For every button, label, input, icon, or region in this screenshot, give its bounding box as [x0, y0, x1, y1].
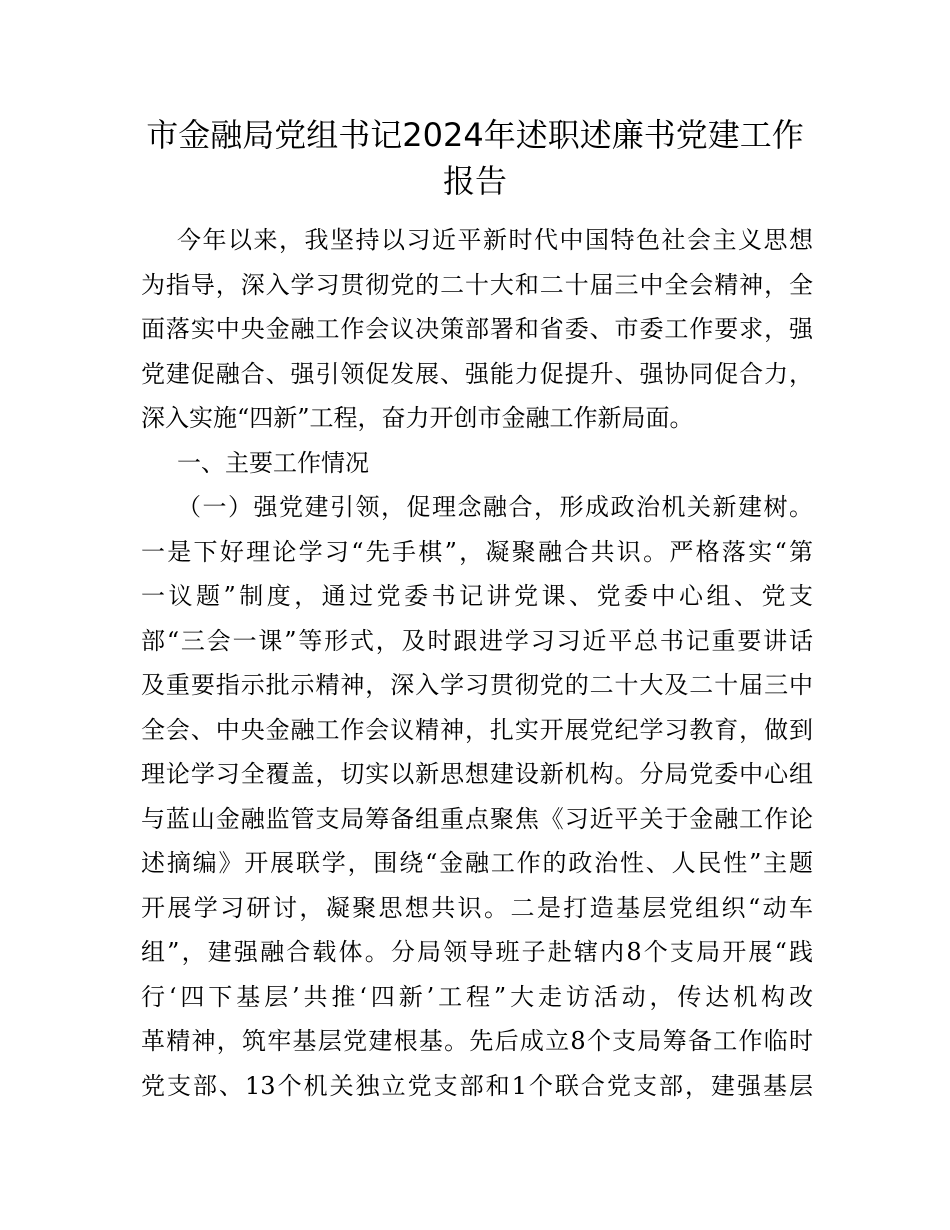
subheading-line: （一）强党建引领，促理念融合，形成政治机关新建树。 — [177, 493, 813, 521]
section-heading-text: 一、主要工作情况 — [177, 448, 369, 477]
text-line: 及重要指示批示精神，深入学习贯彻党的二十大及二十届三中 — [141, 671, 813, 699]
document-title — [130, 112, 820, 204]
text-line: 革精神，筑牢基层党建根基。先后成立8个支局筹备工作临时 — [141, 1027, 813, 1055]
text-line: 面落实中央金融工作会议决策部署和省委、市委工作要求，强 — [141, 315, 813, 343]
text-line: 党支部、13个机关独立党支部和1个联合党支部，建强基层 — [141, 1071, 813, 1100]
text-line: 党建促融合、强引领促发展、强能力促提升、强协同促合力， — [141, 359, 813, 388]
text-line: 开展学习研讨，凝聚思想共识。二是打造基层党组织“动车 — [141, 893, 813, 922]
text-line: 今年以来，我坚持以习近平新时代中国特色社会主义思想 — [177, 226, 813, 254]
text-line: 深入实施“四新”工程，奋力开创市金融工作新局面。 — [141, 404, 694, 432]
document-body — [141, 218, 813, 1108]
text-line: 与蓝山金融监管支局筹备组重点聚焦《习近平关于金融工作论 — [141, 804, 813, 833]
intro-paragraph — [141, 218, 813, 441]
text-line: 理论学习全覆盖，切实以新思想建设新机构。分局党委中心组 — [141, 760, 813, 788]
section-heading — [141, 441, 813, 486]
text-line: 一议题”制度，通过党委书记讲党课、党委中心组、党支 — [141, 582, 813, 610]
title-line-2: 报告 — [442, 162, 507, 200]
text-line: 组”，建强融合载体。分局领导班子赴辖内8个支局开展“践 — [141, 938, 813, 966]
text-line: 行‘四下基层’共推‘四新’工程”大走访活动，传达机构改 — [141, 982, 813, 1011]
text-line: 全会、中央金融工作会议精神，扎实开展党纪学习教育，做到 — [141, 715, 813, 744]
text-line: 一是下好理论学习“先手棋”，凝聚融合共识。严格落实“第 — [141, 537, 813, 566]
text-line: 述摘编》开展联学，围绕“金融工作的政治性、人民性”主题 — [141, 849, 813, 877]
text-line: 为指导，深入学习贯彻党的二十大和二十届三中全会精神，全 — [141, 270, 813, 299]
title-line-1: 市金融局党组书记2024年述职述廉书党建工作 — [146, 116, 804, 154]
section-paragraph — [141, 485, 813, 1108]
text-line: 部“三会一课”等形式，及时跟进学习习近平总书记重要讲话 — [141, 626, 813, 655]
